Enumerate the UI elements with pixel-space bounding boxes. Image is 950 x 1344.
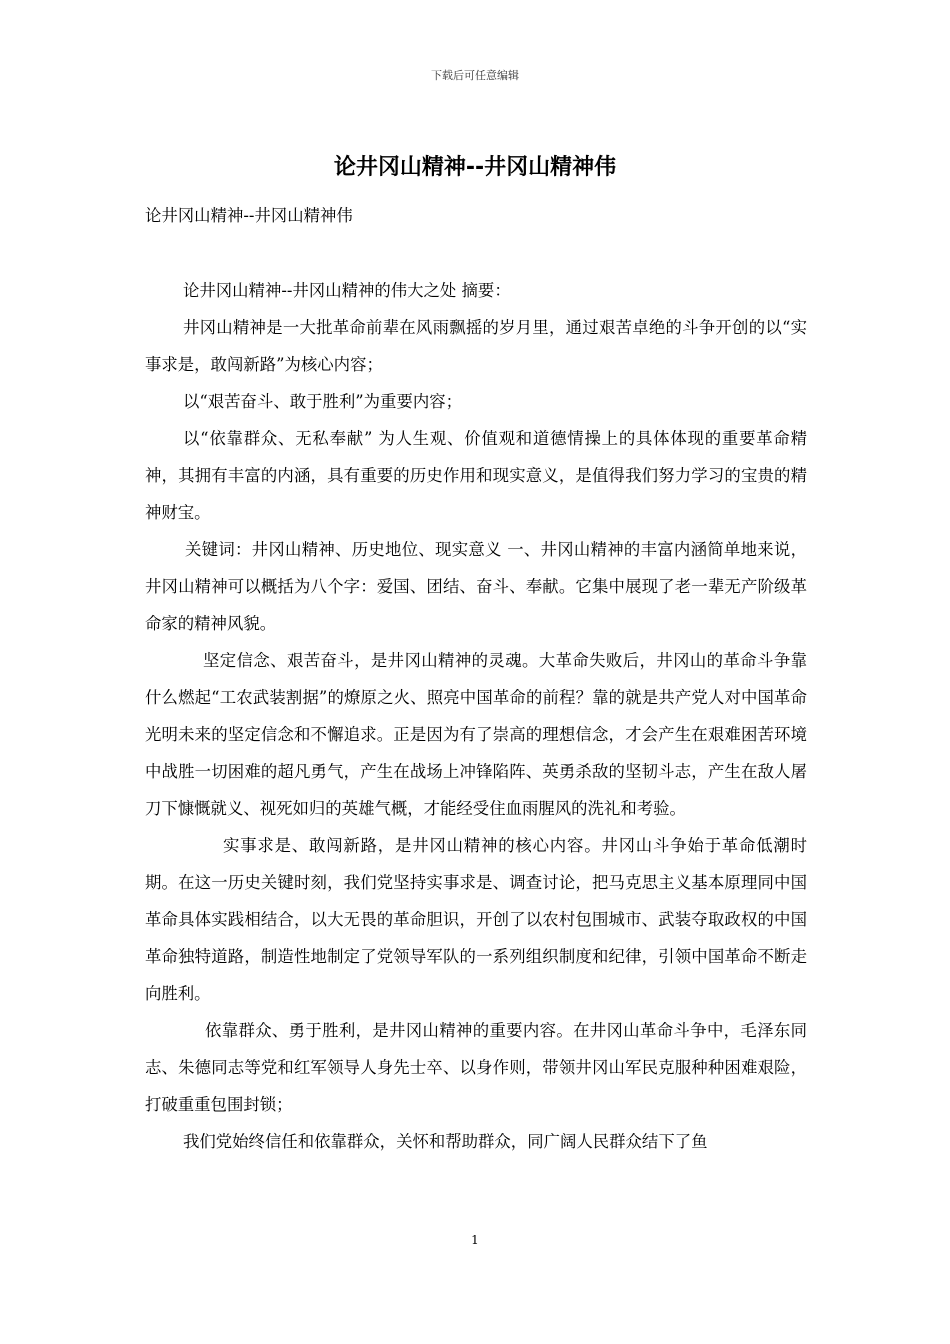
document-subtitle: 论井冈山精神--井冈山精神伟 (145, 206, 353, 225)
page-header: 下载后可任意编辑 (431, 69, 519, 82)
paragraph: 以“艰苦奋斗、敢于胜利”为重要内容； (183, 392, 463, 411)
paragraph: 以“依靠群众、无私奉献” 为人生观、价值观和道德情操上的具体体现的重要革命精神，其拥有丰富的内涵，具有重要的历史作用和现实意义，是值得我们努力学习的宝贵的精神财宝。 (145, 429, 807, 522)
paragraph: 实事求是、敢闯新路，是井冈山精神的核心内容。井冈山斗争始于革命低潮时期。在这一历史关键时刻，我们党坚持实事求是、调查讨论，把马克思主义基本原理同中国革命具体实践相结合，以大无畏的革命胆识，开创了以农村包围城市、武装夺取政权的中国革命独特道路，制造性地制定了党领导军队的一系列组织制度和纪律，引领中国革命不断走向胜利。 (145, 836, 807, 1003)
paragraph-keywords: 关键词：井冈山精神、历史地位、现实意义 一、井冈山精神的丰富内涵简单地来说，井冈山精神可以概括为八个字：爱国、团结、奋斗、奉献。它集中展现了老一辈无产阶级革命家的精神风貌。 (145, 540, 807, 633)
paragraph: 坚定信念、艰苦奋斗，是井冈山精神的灵魂。大革命失败后，井冈山的革命斗争靠什么燃起“工农武装割据”的燎原之火、照亮中国革命的前程？靠的就是共产党人对中国革命光明未来的坚定信念和不懈追求。正是因为有了崇高的理想信念，才会产生在艰难困苦环境中战胜一切困难的超凡勇气，产生在战场上冲锋陷阵、英勇杀敌的坚韧斗志，产生在敌人屠刀下慷慨就义、视死如归的英雄气概，才能经受住血雨腥风的洗礼和考验。 (145, 651, 807, 818)
paragraph: 依靠群众、勇于胜利，是井冈山精神的重要内容。在井冈山革命斗争中，毛泽东同志、朱德同志等党和红军领导人身先士卒、以身作则，带领井冈山军民克服种种困难艰险，打破重重包围封锁； (145, 1021, 807, 1114)
page-number: 1 (471, 1233, 479, 1247)
document-body (145, 197, 807, 1160)
paragraph: 井冈山精神是一大批革命前辈在风雨飘摇的岁月里，通过艰苦卓绝的斗争开创的以“实事求是，敢闯新路”为核心内容； (145, 318, 807, 374)
paragraph-abstract-heading: 论井冈山精神--井冈山精神的伟大之处 摘要： (183, 281, 511, 300)
document-title: 论井冈山精神--井冈山精神伟 (333, 155, 617, 180)
paragraph: 我们党始终信任和依靠群众，关怀和帮助群众，同广阔人民群众结下了鱼 (183, 1132, 708, 1151)
